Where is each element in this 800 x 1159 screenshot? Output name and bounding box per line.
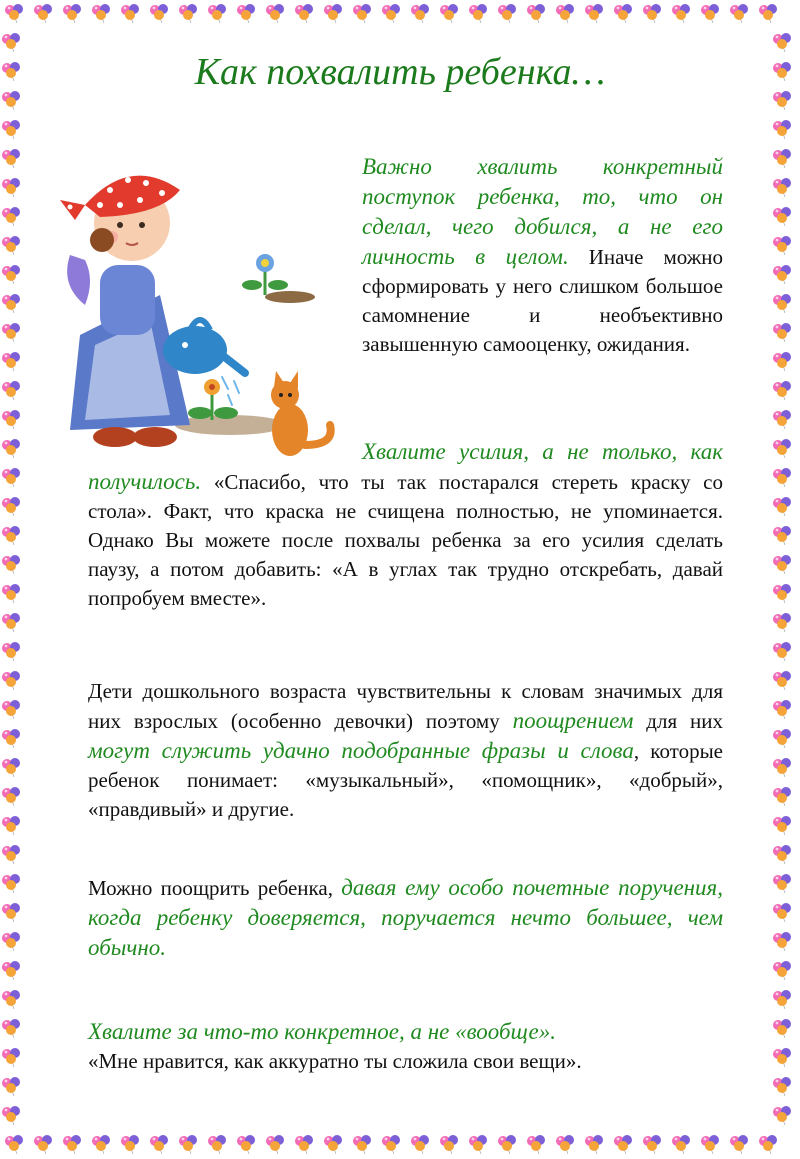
page-title: Как похвалить ребенка… bbox=[194, 51, 606, 93]
girl-icon bbox=[60, 176, 245, 447]
girl-watering-flowers-icon bbox=[40, 145, 340, 470]
paragraph-praise-specific-act bbox=[362, 152, 723, 359]
paragraph-praise-effort bbox=[88, 437, 723, 613]
body-text: , которые ребенок понимает: «музыкальный», «помощник», «добрый», «правдивый» и другие. bbox=[88, 739, 723, 821]
paragraph-praise-concrete bbox=[88, 1017, 723, 1076]
highlight-text: Хвалите усилия, а не только, как получилось. bbox=[88, 439, 723, 494]
body-text: Можно поощрить ребенка, bbox=[88, 876, 342, 900]
paragraph-preschool-words bbox=[88, 677, 723, 824]
body-text: «Мне нравится, как аккуратно ты сложила свои вещи». bbox=[88, 1049, 582, 1073]
highlight-text: Важно хвалить конкретный поступок ребенка, то, что он сделал, чего добился, а не его личность в целом. bbox=[362, 154, 723, 269]
highlight-text: могут служить удачно подобранные фразы и слова bbox=[88, 738, 634, 763]
body-text: Дети дошкольного возраста чувствительны к словам значимых для них взрослых (особенно девочки) поэтому bbox=[88, 679, 723, 733]
highlight-text: поощрением bbox=[512, 708, 634, 733]
paragraph-honorable-tasks bbox=[88, 873, 723, 963]
body-text: для них bbox=[633, 709, 723, 733]
body-text: «Спасибо, что ты так постарался стереть краску со стола». Факт, что краска не счищена полностью, не упоминается. Однако Вы можете после похвалы ребенка за его усилия сделать паузу, а потом добавить: «А в углах так трудно отскребать, давай попробуем вместе». bbox=[88, 470, 723, 610]
highlight-text: давая ему особо почетные поручения, когда ребенку доверяется, поручается нечто большее, чем обычно. bbox=[88, 875, 724, 960]
body-text: Иначе можно сформировать у него слишком большое самомнение и необъективно завышенную самооценку, ожидания. bbox=[362, 245, 723, 356]
watering-can-icon bbox=[163, 320, 245, 374]
highlight-text: Хвалите за что-то конкретное, а не «вообще». bbox=[88, 1019, 556, 1044]
flower-icon bbox=[242, 254, 315, 303]
